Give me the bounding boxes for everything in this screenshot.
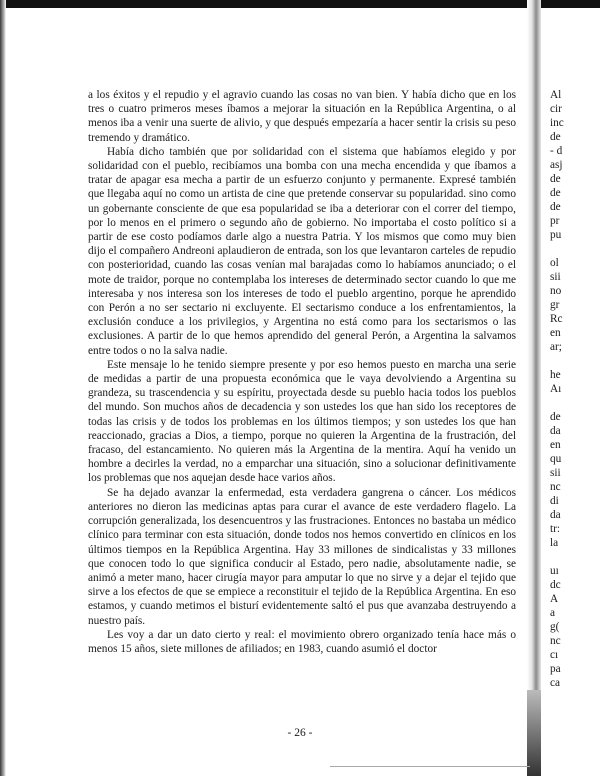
- book-spine: [527, 0, 541, 776]
- page-body-text: [88, 88, 516, 656]
- facing-page-fragment: Aı: [550, 383, 562, 395]
- facing-page-fragment: nc: [550, 481, 561, 493]
- facing-page-fragment: g(: [550, 621, 560, 633]
- facing-page-fragments: [550, 0, 600, 776]
- facing-page-fragment: ol: [550, 257, 559, 269]
- facing-page-fragment: da: [550, 509, 561, 521]
- facing-page-fragment: la: [550, 537, 559, 549]
- facing-page-fragment: tr:: [550, 523, 561, 535]
- facing-page-fragment: cı: [550, 649, 559, 661]
- facing-page-fragment: sii: [550, 271, 561, 283]
- facing-page-fragment: da: [550, 425, 561, 437]
- facing-page-fragment: de: [550, 173, 561, 185]
- paragraph-3: Este mensaje lo he tenido siempre presente y por eso hemos puesto en marcha una serie de medidas a partir de una propuesta económica que le vaya devolviendo a Argentina su grandeza, su trascendencia y su espíritu, proyectada desde su pueblo hacia todos los pueblos del mundo. Son muchos años de decadencia y son ustedes los que han sido los receptores de todas las crisis y de todos los problemas en los últimos tiempos; y son ustedes los que han reaccionado, gracias a Dios, a tiempo, porque no quieren la Argentina de la frustración, del fracaso, del estancamiento. No quieren más la Argentina de la mentira. Aquí ha venido un hombre a decirles la verdad, no a emparchar una situación, sino a solucionar definitivamente los problemas que nos aquejan desde hace varios años.: [88, 358, 516, 485]
- facing-page-fragment: uı: [550, 565, 559, 577]
- facing-page-fragment: di: [550, 495, 559, 507]
- facing-page-fragment: gr: [550, 299, 560, 311]
- facing-page-fragment: inc: [550, 117, 564, 129]
- page-left-shadow: [0, 0, 6, 776]
- paragraph-5: Les voy a dar un dato cierto y real: el movimiento obrero organizado tenía hace más o menos 15 años, siete millones de afiliados; en 1983, cuando asumió el doctor: [88, 628, 516, 655]
- facing-page-fragment: - d: [550, 145, 563, 157]
- paragraph-1: a los éxitos y el repudio y el agravio cuando las cosas no van bien. Y había dicho que en los tres o cuatro primeros meses íbamos a mejorar la situación en la República Argentina, o al menos iba a venir una suerte de alivio, y que después empezaría a hacer sentir la crisis su peso tremendo y dramático.: [88, 89, 516, 144]
- facing-page-fragment: de: [550, 411, 561, 423]
- facing-page-fragment: Al: [550, 89, 562, 101]
- facing-page-fragment: a: [550, 607, 556, 619]
- page-top-border: [0, 0, 600, 8]
- facing-page-fragment: qu: [550, 453, 562, 465]
- facing-page-fragment: de: [550, 131, 561, 143]
- facing-page-fragment: de: [550, 201, 561, 213]
- facing-page-fragment: dc: [550, 579, 561, 591]
- facing-page-fragment: asj: [550, 159, 563, 171]
- bottom-edge-line: [330, 766, 530, 767]
- facing-page-fragment: nc: [550, 635, 561, 647]
- facing-page-fragment: Rc: [550, 313, 563, 325]
- facing-page-fragment: no: [550, 285, 562, 297]
- paragraph-4: Se ha dejado avanzar la enfermedad, esta verdadera gangrena o cáncer. Los médicos anteriores no dieron las medicinas aptas para curar el avance de este verdadero flagelo. La corrupción generalizada, los desencuentros y las frustraciones. Entonces no bastaba un médico clínico para terminar con esta situación, donde todos nos hemos convertido en clínicos en los últimos tiempos en la República Argentina. Hay 33 millones de sindicalistas y 33 millones que conocen todo lo que significa conducir al Estado, pero nadie, absolutamente nadie, se animó a meter mano, hacer cirugía mayor para amputar lo que no sirve y a dejar el tejido que sirve a los efectos de que se empiece a reconstituir el tejido de la República Argentina. En eso estamos, y cuando metimos el bisturí evidentemente saltó el pus que avanzaba destruyendo a nuestro país.: [88, 486, 516, 627]
- facing-page-fragment: en: [550, 439, 561, 451]
- facing-page-fragment: A: [550, 593, 559, 605]
- facing-page-fragment: pu: [550, 229, 562, 241]
- facing-page-fragment: sii: [550, 467, 561, 479]
- page-number: - 26 -: [287, 727, 313, 739]
- facing-page-fragment: pa: [550, 663, 561, 675]
- facing-page-fragment: de: [550, 187, 561, 199]
- facing-page-fragment: en: [550, 327, 561, 339]
- paragraph-2: Había dicho también que por solidaridad con el sistema que habíamos elegido y por solidaridad con el pueblo, recibíamos una bomba con una mecha encendida y que íbamos a tratar de apagar esa mecha a partir de un esfuerzo conjunto y permanente. Expresé también que llegaba aquí no como un artista de cine que pretende conservar su popularidad. sino como un gobernante consciente de que esa popularidad se iba a deteriorar con el correr del tiempo, por lo menos en el primero o segundo año de gobierno. No importaba el costo político si a partir de ese costo podíamos darle algo a nuestra Patria. Y los mismos que como muy bien dijo el compañero Andreoni aplaudieron de entrada, son los que levantaron carteles de repudio con posterioridad, cuando las cosas venían mal barajadas como lo habíamos anunciado; o el mote de traidor, porque no contemplaba los intereses de determinado sector cuando lo que me interesaba y nos interesa son los intereses de todo el pueblo argentino, porque he aprendido con Perón a no ser sectario ni excluyente. El sectarismo conduce a los enfrentamientos, la exclusión conduce a los privilegios, y Argentina no está como para los sectarismos o las exclusiones. A partir de lo que hemos aprendido del general Perón, a Argentina la salvamos entre todos o no la salva nadie.: [88, 145, 516, 357]
- facing-page-fragment: pr: [550, 215, 560, 227]
- facing-page-fragment: cir: [550, 103, 562, 115]
- facing-page-fragment: he: [550, 369, 561, 381]
- facing-page-fragment: ca: [550, 677, 561, 689]
- facing-page-fragment: ar;: [550, 341, 562, 353]
